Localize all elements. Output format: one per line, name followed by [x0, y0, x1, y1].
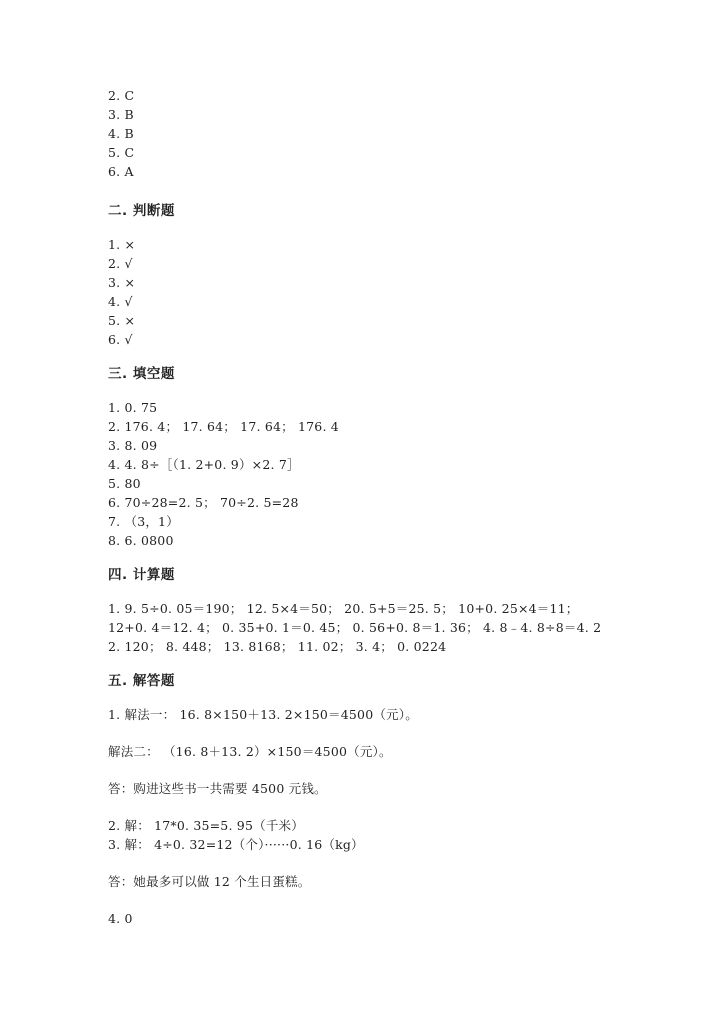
- q1-method-one: 1. 解法一： 16. 8×150＋13. 2×150＝4500（元）。: [108, 707, 418, 722]
- answer-line: 7. （3，1）: [108, 514, 179, 529]
- section-5-answers: [108, 705, 618, 928]
- answer-line: 2. C: [108, 88, 135, 103]
- q3-answer: 答：她最多可以做 12 个生日蛋糕。: [108, 874, 311, 889]
- answer-line: 5. 80: [108, 476, 141, 491]
- answer-line: 2. 120； 8. 448； 13. 8168； 11. 02； 3. 4； 0. 0224: [108, 639, 447, 654]
- section-4-heading: 四. 计算题: [108, 567, 175, 583]
- section-2-heading: 二. 判断题: [108, 203, 175, 219]
- section-5-heading: 五. 解答题: [108, 673, 175, 689]
- answer-line: 1. 0. 75: [108, 400, 158, 415]
- answer-line: 2. 176. 4； 17. 64； 17. 64； 176. 4: [108, 419, 339, 434]
- section-3-answers: [108, 398, 618, 550]
- answer-sheet: [108, 86, 618, 928]
- section-3-heading: 三. 填空题: [108, 366, 175, 382]
- q1-method-two: 解法二： （16. 8＋13. 2）×150＝4500（元）。: [108, 744, 392, 759]
- answer-line: 2. √: [108, 256, 133, 271]
- answer-line: 1. 9. 5÷0. 05＝190； 12. 5×4＝50； 20. 5+5＝25. 5； 10+0. 25×4＝11； 12+0. 4＝12. 4； 0. 35+0. 1＝0. 45； 0. 56+0. 8＝1. 36； 4. 8﹣4. 8÷8＝4. 2: [108, 601, 602, 635]
- answer-line: 5. ×: [108, 313, 136, 328]
- answer-line: 4. B: [108, 126, 134, 141]
- answer-line: 3. 8. 09: [108, 438, 158, 453]
- answer-line: 6. A: [108, 164, 134, 179]
- answer-line: 3. B: [108, 107, 134, 122]
- answer-line: 4. √: [108, 294, 133, 309]
- section-1-answers: [108, 86, 618, 181]
- q1-answer: 答：购进这些书一共需要 4500 元钱。: [108, 781, 327, 796]
- section-2-answers: [108, 235, 618, 349]
- answer-line: 5. C: [108, 145, 135, 160]
- answer-line: 4. 4. 8÷［（1. 2+0. 9）×2. 7］: [108, 457, 300, 472]
- q3-solution: 3. 解： 4÷0. 32=12（个）······0. 16（kg）: [108, 837, 364, 852]
- q2-solution: 2. 解： 17*0. 35=5. 95（千米）: [108, 818, 304, 833]
- answer-line: 6. 70÷28=2. 5； 70÷2. 5=28: [108, 495, 299, 510]
- section-4-answers: [108, 599, 618, 656]
- answer-line: 3. ×: [108, 275, 136, 290]
- answer-line: 6. √: [108, 332, 133, 347]
- answer-line: 8. 6. 0800: [108, 533, 174, 548]
- answer-line: 1. ×: [108, 237, 136, 252]
- q4-answer: 4. 0: [108, 911, 133, 926]
